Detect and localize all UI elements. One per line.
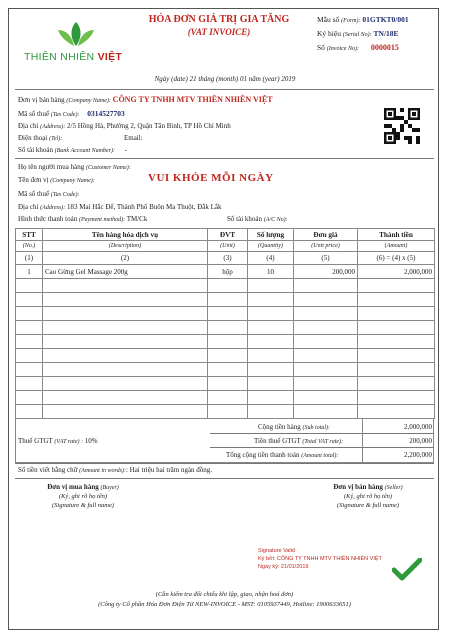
vat-amount-label: Tiền thuế GTGT (Total VAT rate): [254,437,344,445]
amount-in-words: Số tiền viết bằng chữ (Amount in words):: Hai triệu hai trăm ngàn đồng. [18,466,213,474]
buyer-signature-sub-en: (Signature & full name) [51,502,115,509]
col-header: Thành tiền [358,229,435,241]
invoice-title: HÓA ĐƠN GIÁ TRỊ GIA TĂNG [148,14,290,25]
table-row-empty [16,377,435,391]
buyer-address-row: Địa chỉ (Address): 183 Mai Hắc Đế, Thành Phố Buôn Ma Thuột, Đắk Lắk [18,203,222,211]
signature-valid: Signature Valid [258,548,295,554]
buyer-account-row: Số tài khoản (A/C No): [227,215,288,223]
company-logo [24,20,124,70]
table-row: 1 Cao Gừng Gel Massage 200g hộp 10 200,000 2,000,000 [16,265,435,279]
seller-name-row: Đơn vị bán hàng (Company Name): CÔNG TY TNHH MTV THIÊN NHIÊN VIỆT [18,95,273,104]
table-row-empty [16,293,435,307]
table-header-row [16,229,435,241]
items-table [15,228,435,419]
table-index-row: (1) (2) (3) (4) (5) (6) = (4) x (5) [16,252,435,265]
seller-signature-title: Đơn vị bán hàng (Seller) [333,483,403,491]
invoice-date: Ngày (date) 21 tháng (month) 01 năm (year) 2019 [154,75,296,83]
qr-code-icon [384,108,420,144]
buyer-signature-sub: (Ký, ghi rõ họ tên) [58,493,108,500]
table-row-empty [16,363,435,377]
logo-text-b: VIỆT [97,51,123,63]
subtotal-value: 2,000,000 [404,423,432,431]
table-row-empty [16,307,435,321]
seller-address-row: Địa chỉ (Address): 2/5 Hồng Hà, Phường 2, Quận Tân Bình, TP Hồ Chí Minh [18,122,231,130]
serial-number: Ký hiệu (Serial No): TN/18E [317,29,399,38]
buyer-company-row: Tên đơn vị (Company Name): [18,176,95,184]
col-header: Số lượng [248,229,294,241]
footer-provider: (Công ty Cổ phần Hóa Đơn Điện Tử NEW-INVOICE - MST: 0105937449, Hotline: 1900633651) [98,601,351,608]
buyer-tax-row: Mã số thuế (Tax Code): [18,190,80,198]
vat-amount-value: 200,000 [409,437,432,445]
grand-total-value: 2,200,000 [404,451,432,459]
table-row-empty [16,321,435,335]
form-number: Mẫu số (Form): 01GTKT0/001 [317,15,409,24]
table-header-en-row: (No.) (Description) (Unit) (Quantity) (Unit price) (Amount) [16,241,435,252]
divider-header [15,89,434,90]
col-header: ĐVT [208,229,248,241]
signature-date: Ngày ký: 21/01/2019 [258,564,309,570]
table-row-empty [16,391,435,405]
buyer-company-value: VUI KHỎE MỖI NGÀY [148,172,274,184]
table-row-empty [16,349,435,363]
seller-account-row: Số tài khoản (Bank Account Number): - [18,146,128,154]
subtotal-label: Cộng tiền hàng (Sub total): [258,423,331,431]
footer-note: (Cần kiểm tra đối chiếu khi lập, giao, nhận hoá đơn) [155,591,294,598]
checkmark-icon [392,558,422,582]
divider-seller [15,158,434,159]
table-row-empty [16,335,435,349]
grand-total-label: Tổng cộng tiền thanh toán (Amount total): [226,451,339,459]
col-header: Đơn giá [294,229,358,241]
buyer-name-row: Họ tên người mua hàng (Customer Name): [18,163,131,171]
logo-text-a: THIÊN NHIÊN [24,51,95,63]
seller-signature-sub-en: (Signature & full name) [336,502,400,509]
table-row-empty [16,405,435,419]
buyer-signature-title: Đơn vị mua hàng (Buyer) [47,483,119,491]
invoice-subtitle: (VAT INVOICE) [187,27,251,37]
col-header: STT [16,229,43,241]
invoice-number: Số (Invoice No): 0000015 [317,43,399,52]
table-row-empty [16,279,435,293]
seller-phone-row: Điện thoại (Tel): Email: [18,134,143,142]
vat-rate-label: Thuế GTGT (VAT rate) : 10% [18,437,98,445]
signature-signer: Ký bởi: CÔNG TY TNHH MTV THIÊN NHIÊN VIỆT [258,556,382,562]
buyer-payment-row: Hình thức thanh toán (Payment method): TM/Ck [18,215,148,223]
seller-signature-sub: (Ký, ghi rõ họ tên) [343,493,393,500]
seller-tax-row: Mã số thuế (Tax Code): 0314527703 [18,109,125,118]
leaf-logo-icon [56,20,96,48]
col-header: Tên hàng hóa dịch vụ [43,229,208,241]
